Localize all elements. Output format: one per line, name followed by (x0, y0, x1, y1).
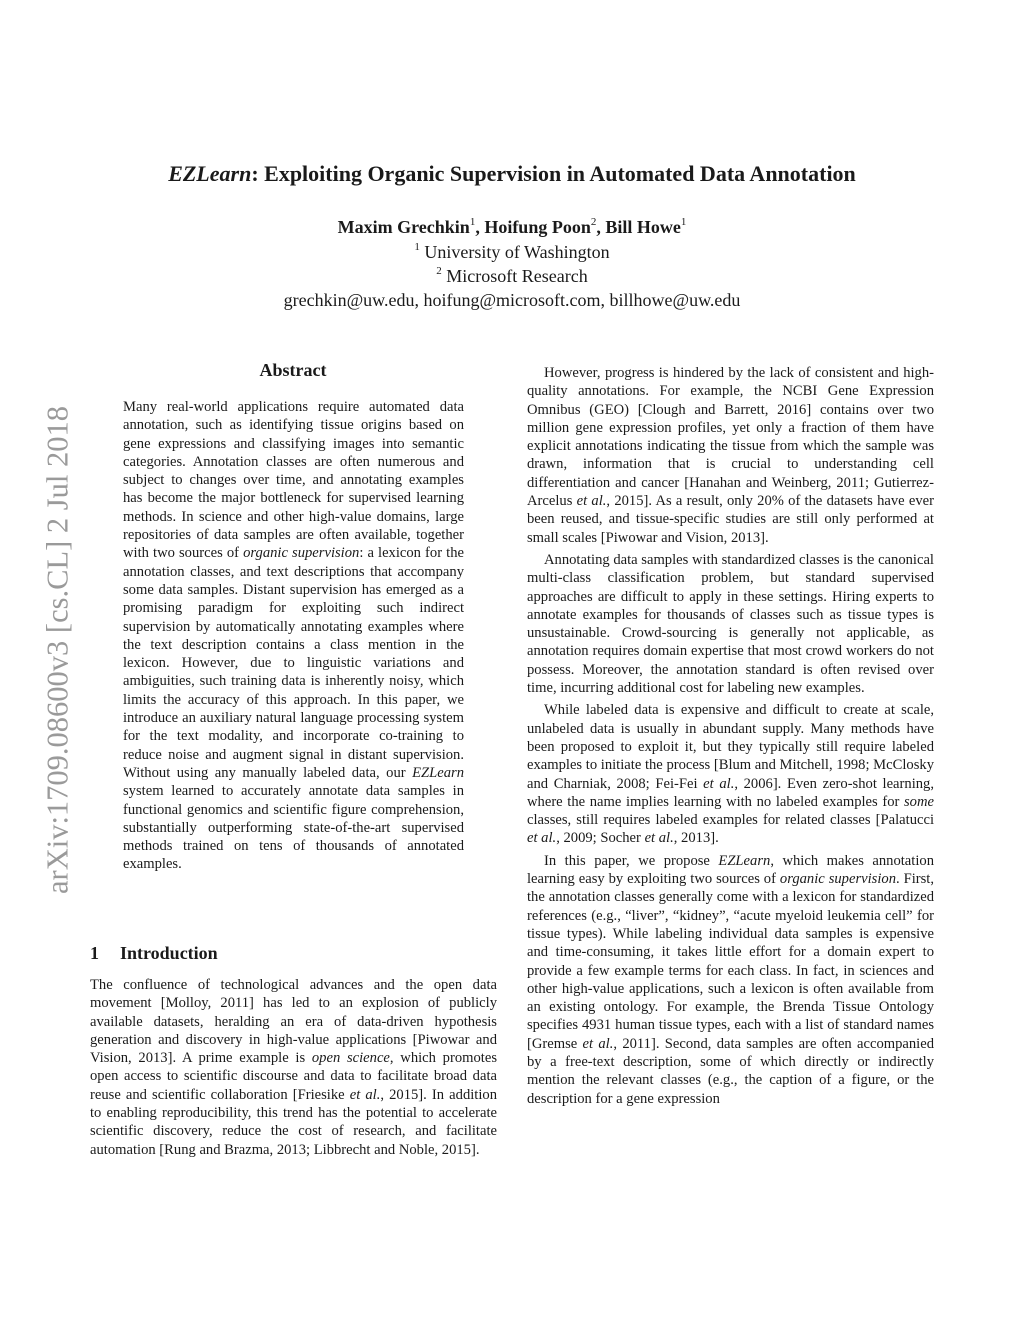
abstract-text: system learned to accurately annotate data samples in functional genomics and scientific figure comprehension, substantially outperforming state-of-the-art supervised methods trained on tens of thousands of annotated examples. (123, 783, 464, 873)
author-name: Bill Howe (605, 217, 681, 237)
affiliation-name: University of Washington (424, 242, 610, 262)
paragraph-progress (527, 364, 934, 547)
affiliation-2 (60, 264, 964, 288)
citation-emphasis: et al. (576, 493, 607, 510)
section-title: Introduction (120, 943, 218, 963)
intro-text: , 2015]. In addition to enabling reproducibility, this trend has the potential to accelerate scientific discovery, reduce the cost of research, and facilitate automation [Rung and Brazma, 2013; Libbrecht and Noble, 2015]. (90, 1086, 498, 1158)
abstract-heading: Abstract (259, 360, 327, 380)
citation-emphasis: et al. (703, 775, 735, 792)
paragraph-text: In this paper, we propose (544, 852, 719, 869)
intro-text: The confluence of technological advances and the open data movement [Molloy, 2011] has led to an explosion of publicly available datasets, heralding an era of data-driven hypothesis generation and discovery in high-value applications [Piwowar and Vision, 2013]. A prime example is (90, 977, 497, 1067)
paper-title (60, 158, 964, 190)
paragraph-proposal (527, 852, 934, 1108)
abstract-emphasis: EZLearn (412, 764, 464, 781)
abstract-text: Many real-world applications require automated data annotation, such as identifying tissue origins based on gene expressions and classifying images into semantic categories. Annotation classes are often numerous and subject to changes over time, and annotating examples has become the major bottleneck for supervised learning methods. In science and other high-value domains, large repositories of data samples are often available, together with two sources of (123, 399, 464, 562)
paragraph-annotating: Annotating data samples with standardized classes is the canonical multi-class classification problem, but standard supervised approaches are difficult to apply in these settings. Hiring experts to annotate examples for thousands of classes such as tissue types is unsustainable. Crowd-sourcing is generally not applicable, as annotation requires domain expertise that most crowd workers do not possess. Moreover, the annotation standard is often revised over time, incurring additional cost for labeling new examples. (527, 551, 934, 697)
introduction-paragraph (90, 976, 497, 1159)
author-name: Maxim Grechkin (337, 217, 470, 237)
paragraph-text: , which makes annotation learning easy by exploiting two sources of (527, 852, 934, 888)
system-name-emphasis: EZLearn (718, 852, 771, 869)
author-list (60, 215, 964, 239)
author-name: Hoifung Poon (484, 217, 591, 237)
citation-emphasis: et al. (527, 830, 557, 847)
affiliation-number: 2 (436, 265, 442, 277)
paragraph-text: While labeled data is expensive and difficult to create at scale, unlabeled data is usually in abundant supply. Many methods have been proposed to exploit it, but they typically still require labeled examples to initiate the process [Blum and Mitchell, 1998; McClosky and Charniak, 2008; Fei-Fei (527, 702, 934, 792)
intro-emphasis: open science (311, 1050, 390, 1067)
paragraph-text: classes, still requires labeled examples for related classes [Palatucci (527, 812, 934, 829)
title-system-name: EZLearn (168, 161, 252, 186)
author-separator: , (596, 217, 606, 237)
word-emphasis: some (904, 793, 934, 810)
author-separator: , (475, 217, 485, 237)
author-affil-mark: 1 (680, 216, 687, 228)
affiliation-number: 1 (414, 241, 420, 253)
right-column (527, 364, 934, 1112)
abstract-emphasis: organic supervision (243, 545, 360, 562)
paragraph-labeled-data (527, 701, 934, 847)
intro-text: , which promotes open access to scientific discourse and data to facilitate broad data reuse and scientific collaboration [Friesike (90, 1050, 497, 1103)
paragraph-text: , 2006]. Even zero-shot learning, where the name implies learning with no labeled examples for (527, 775, 934, 810)
paragraph-text: , 2011]. Second, data samples are often accompanied by a free-text description, some of which directly or indirectly mention the relevant classes (e.g., the caption of a figure, or the description for a gene expression (527, 1035, 934, 1107)
author-emails: grechkin@uw.edu, hoifung@microsoft.com, billhowe@uw.edu (283, 290, 741, 310)
abstract-text: : a lexicon for the annotation classes, and text descriptions that accompany some data samples. Distant supervision has emerged as a promising paradigm for exploiting such indirect supervision by automatically annotating examples where the text description contains a class mention in the lexicon. However, due to linguistic variations and ambiguities, such training data is inherently noisy, which limits the accuracy of this approach. In this paper, we introduce an auxiliary natural language processing system for the text modality, and incorporate co-training to reduce noise and augment signal in distant supervision. Without using any manually labeled data, our (123, 545, 464, 781)
section-heading-introduction (90, 943, 218, 964)
citation-emphasis: et al. (582, 1035, 614, 1052)
paragraph-text: However, progress is hindered by the lack of consistent and high-quality annotations. For example, the NCBI Gene Expression Omnibus (GEO) [Clough and Barrett, 2016] contains over two million gene expression profiles, yet only a fraction of them have explicit annotations indicating the tissue from which the sample was drawn, information that is crucial to understanding cell differentiation and cancer [Hanahan and Weinberg, 2011; Gutierrez-Arcelus (527, 365, 934, 510)
arxiv-stamp: arXiv:1709.08600v3 [cs.CL] 2 Jul 2018 (40, 406, 75, 894)
paragraph-text: . First, the annotation classes generally come with a lexicon for standardized references (e.g., “liver”, “kidney”, “acute myeloid leukemia cell” for tissue types). While labeling individual data samples is expensive and time-consuming, it takes little effort for a domain expert to provide a few example terms for each class. In fact, in sciences and other high-value applications, such a lexicon is often available from an existing ontology. For example, the Brenda Tissue Ontology specifies 4931 human tissue types, each with a list of standard names [Gremse (527, 871, 935, 1052)
paragraph-text: , 2009; Socher (556, 830, 645, 847)
citation-emphasis: et al. (644, 830, 674, 847)
abstract-body (123, 398, 464, 874)
intro-emphasis: et al. (349, 1086, 381, 1103)
affiliation-1 (60, 240, 964, 264)
author-affil-mark: 2 (590, 216, 597, 228)
title-rest: : Exploiting Organic Supervision in Automated Data Annotation (251, 161, 856, 186)
section-number: 1 (90, 943, 99, 963)
paragraph-text: , 2013]. (673, 830, 719, 847)
paragraph-text: , 2015]. As a result, only 20% of the datasets have ever been reused, and tissue-specific studies are still only performed at small scales [Piwowar and Vision, 2013]. (527, 493, 934, 546)
author-affil-mark: 1 (469, 216, 476, 228)
affiliation-name: Microsoft Research (446, 266, 588, 286)
term-emphasis: organic supervision (779, 871, 896, 888)
